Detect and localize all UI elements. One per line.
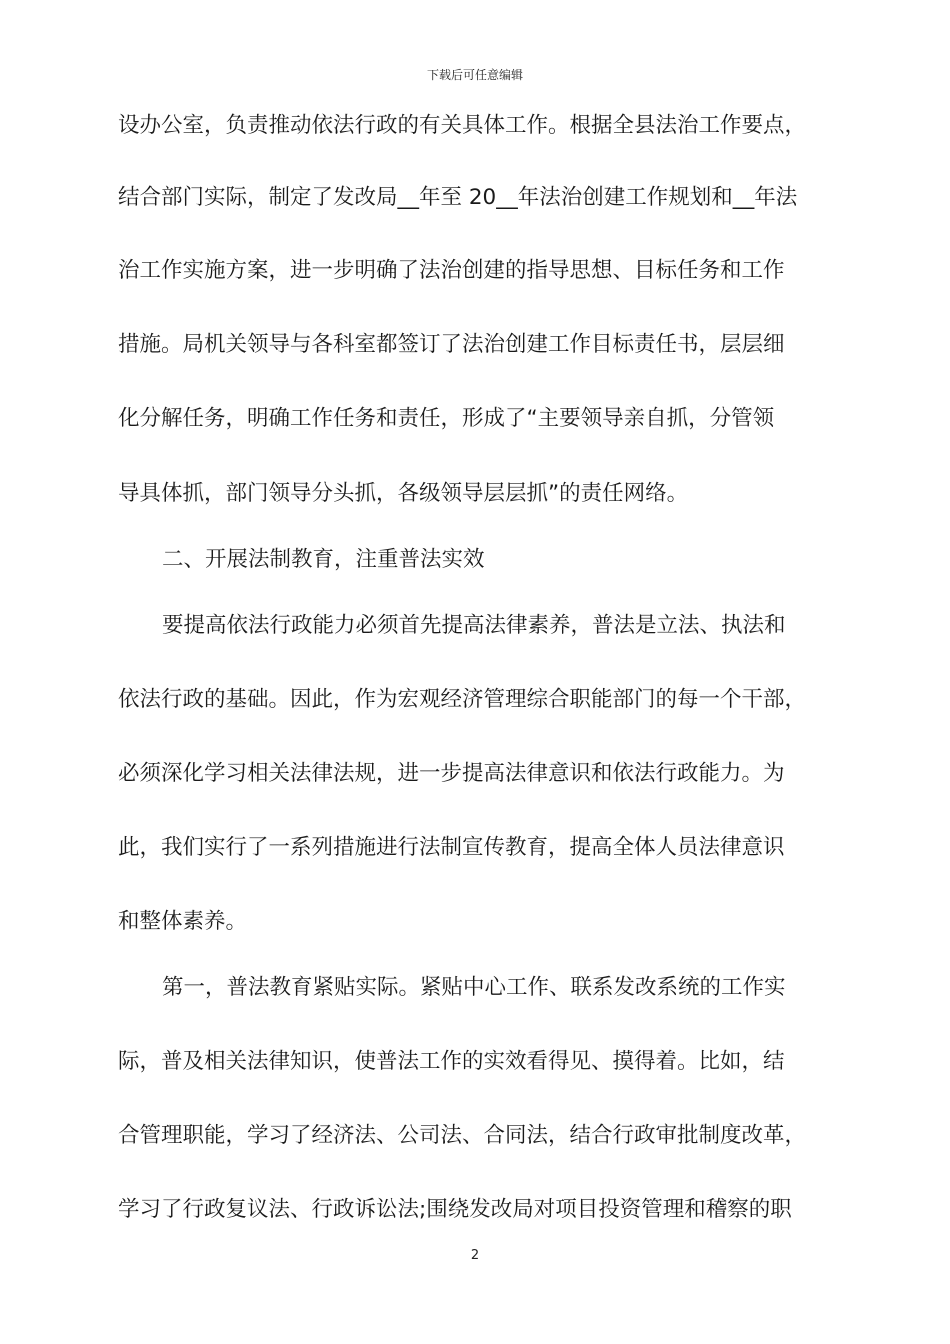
paragraph-line: 合管理职能，学习了经济法、公司法、合同法，结合行政审批制度改革， (118, 1123, 807, 1148)
page-number: 2 (470, 1248, 480, 1263)
paragraph-line: 和整体素养。 (118, 909, 248, 934)
paragraph-line: 要提高依法行政能力必须首先提高法律素养，普法是立法、执法和 (162, 613, 786, 638)
paragraph-line: 依法行政的基础。因此，作为宏观经济管理综合职能部门的每一个干部， (118, 687, 807, 712)
paragraph-line: 学习了行政复议法、行政诉讼法;围绕发改局对项目投资管理和稽察的职 (118, 1197, 792, 1222)
paragraph-line: 导具体抓，部门领导分头抓，各级领导层层抓”的责任网络。 (118, 481, 689, 506)
page-header: 下载后可任意编辑 (426, 68, 523, 82)
paragraph-line: 第一，普法教育紧贴实际。紧贴中心工作、联系发改系统的工作实 (162, 975, 786, 1000)
paragraph-line: 结合部门实际，制定了发改局__年至 20__年法治创建工作规划和__年法 (118, 185, 798, 210)
paragraph-line: 必须深化学习相关法律法规，进一步提高法律意识和依法行政能力。为 (118, 761, 785, 786)
paragraph-line: 此，我们实行了一系列措施进行法制宣传教育，提高全体人员法律意识 (118, 835, 785, 860)
paragraph-line: 际，普及相关法律知识，使普法工作的实效看得见、摸得着。比如，结 (118, 1049, 785, 1074)
paragraph-line: 治工作实施方案，进一步明确了法治创建的指导思想、目标任务和工作 (118, 258, 785, 283)
paragraph-line: 化分解任务，明确工作任务和责任，形成了“主要领导亲自抓，分管领 (118, 406, 775, 431)
section-heading: 二、开展法制教育，注重普法实效 (162, 547, 485, 572)
paragraph-line: 措施。局机关领导与各科室都签订了法治创建工作目标责任书，层层细 (118, 332, 785, 357)
paragraph-line: 设办公室，负责推动依法行政的有关具体工作。根据全县法治工作要点， (118, 113, 807, 138)
